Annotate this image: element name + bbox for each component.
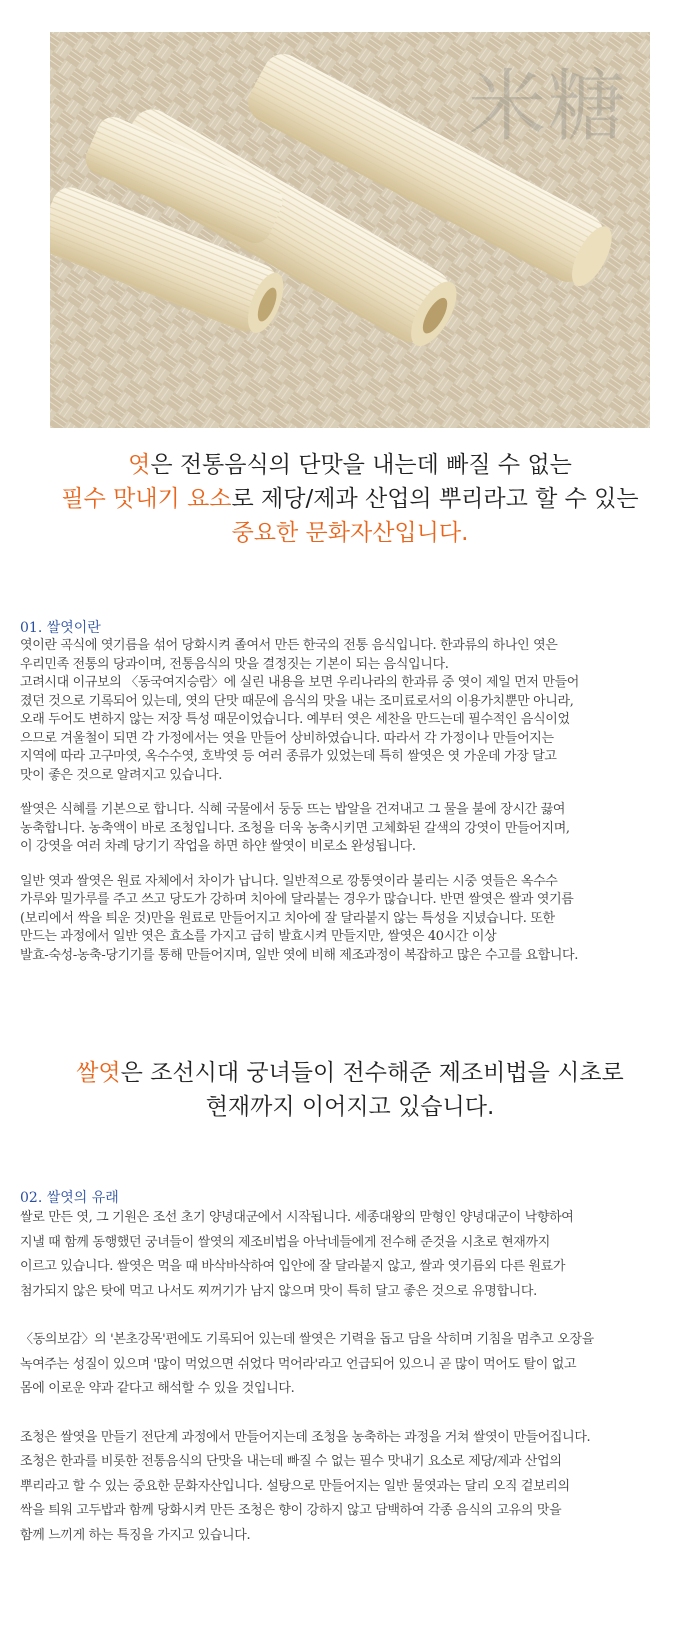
headline-accent: 엿 xyxy=(128,452,151,478)
mid-headline xyxy=(0,1056,700,1124)
text-line: (보리에서 싹을 틔운 것)만을 원료로 만들어지고 치아에 잘 달라붙지 않는 특성을 지녔습니다. 또한 xyxy=(20,910,555,926)
text-line: 지낼 때 함께 동행했던 궁녀들이 쌀엿의 제조비법을 아낙네들에게 전수해 준것을 시초로 현재까지 xyxy=(20,1234,550,1250)
intro-headline xyxy=(0,448,700,550)
text-line: 고려시대 이규보의 〈동국여지승람〉에 실린 내용을 보면 우리나라의 한과류 중 엿이 제일 먼저 만들어 xyxy=(20,675,580,690)
text-line: 뿌리라고 할 수 있는 중요한 문화자산입니다. 설탕으로 만들어지는 일반 물엿과는 달리 오직 겉보리의 xyxy=(20,1478,570,1494)
paragraph xyxy=(20,1426,692,1549)
headline-line-2 xyxy=(0,482,700,516)
text-line: 일반 엿과 쌀엿은 원료 자체에서 차이가 납니다. 일반적으로 깡통엿이라 불리는 시중 엿들은 옥수수 xyxy=(20,873,558,889)
text-line: 첨가되지 않은 탓에 먹고 나서도 찌꺼기가 남지 않으며 맛이 특히 달고 좋은 것으로 유명합니다. xyxy=(20,1283,537,1299)
text-line: 만드는 과정에서 일반 엿은 효소를 가지고 급히 발효시켜 만들지만, 쌀엿은 40시간 이상 xyxy=(20,929,497,944)
section-title-1: 01. 쌀엿이란 xyxy=(20,620,101,636)
text-line: 이 강엿을 여러 차례 당기기 작업을 하면 하얀 쌀엿이 비로소 완성됩니다. xyxy=(20,839,416,854)
text-line: 몸에 이로운 약과 같다고 해석할 수 있을 것입니다. xyxy=(20,1381,295,1396)
paragraph xyxy=(20,1328,692,1402)
section-1-body xyxy=(20,637,692,981)
text-line: 쌀로 만든 엿, 그 기원은 조선 초기 양녕대군에서 시작됩니다. 세종대왕의 맏형인 양녕대군이 낙향하여 xyxy=(20,1210,574,1225)
text-line: 조청은 쌀엿을 만들기 전단계 과정에서 만들어지는데 조청을 농축하는 과정을 거쳐 쌀엿이 만들어집니다. xyxy=(20,1429,591,1445)
text-line: 졌던 것으로 기록되어 있는데, 엿의 단맛 때문에 음식의 맛을 내는 조미료로서의 이용가치뿐만 아니라, xyxy=(20,693,574,709)
text-line: 지역에 따라 고구마엿, 옥수수엿, 호박엿 등 여러 종류가 있었는데 특히 쌀엿은 엿 가운데 가장 달고 xyxy=(20,749,557,764)
text-line: 오래 두어도 변하지 않는 저장 특성 때문이었습니다. 예부터 엿은 세찬을 만드는데 필수적인 음식이었 xyxy=(20,712,570,727)
text-line: 〈동의보감〉의 '본초강목'편에도 기록되어 있는데 쌀엿은 기력을 돕고 담을 삭히며 기침을 멈추고 오장을 xyxy=(20,1332,594,1347)
headline-line-3 xyxy=(0,516,700,550)
text-line: 조청은 한과를 비롯한 전통음식의 단맛을 내는데 빠질 수 없는 필수 맛내기 요소로 제당/제과 산업의 xyxy=(20,1454,562,1469)
paragraph xyxy=(20,801,692,857)
headline-text: 로 제당/제과 산업의 뿌리라고 할 수 있는 xyxy=(231,486,639,512)
watermark-text: 米糖 xyxy=(467,62,628,152)
text-line: 엿이란 곡식에 엿기름을 섞어 당화시켜 졸여서 만든 한국의 전통 음식입니다. 한과류의 하나인 엿은 xyxy=(20,638,558,653)
section-2-body xyxy=(20,1206,692,1572)
headline-line-1 xyxy=(0,1056,700,1090)
text-line: 녹여주는 성질이 있으며 '많이 먹었으면 쉬었다 먹어라'라고 언급되어 있으니 곧 많이 먹어도 탈이 없고 xyxy=(20,1356,577,1372)
paragraph xyxy=(20,1206,692,1304)
headline-accent: 쌀엿 xyxy=(76,1060,121,1086)
text-line: 발효-숙성-농축-당기기를 통해 만들어지며, 일반 엿에 비해 제조과정이 복잡하고 많은 수고를 요합니다. xyxy=(20,947,579,963)
text-line: 농축합니다. 농축액이 바로 조청입니다. 조청을 더욱 농축시키면 고체화된 갈색의 강엿이 만들어지며, xyxy=(20,820,570,836)
headline-text: 은 조선시대 궁녀들이 전수해준 제조비법을 시초로 xyxy=(120,1060,624,1086)
headline-accent: 중요한 문화자산입니다. xyxy=(231,520,469,546)
text-line: 으므로 겨울철이 되면 각 가정에서는 엿을 만들어 상비하였습니다. 따라서 각 가정이나 만들어지는 xyxy=(20,730,554,746)
headline-line-1 xyxy=(0,448,700,482)
headline-line-2: 현재까지 이어지고 있습니다. xyxy=(205,1094,495,1120)
text-line: 함께 느끼게 하는 특징을 가지고 있습니다. xyxy=(20,1527,251,1543)
text-line: 가루와 밀가루를 주고 쓰고 당도가 강하며 치아에 달라붙는 경우가 많습니다. 반면 쌀엿은 쌀과 엿기름 xyxy=(20,892,574,907)
text-line: 쌀엿은 식혜를 기본으로 합니다. 식혜 국물에서 둥둥 뜨는 밥알을 건져내고 그 물을 불에 장시간 끓여 xyxy=(20,802,566,817)
section-title-2: 02. 쌀엿의 유래 xyxy=(20,1190,119,1206)
hero-image xyxy=(50,32,650,428)
headline-accent: 필수 맛내기 요소 xyxy=(61,486,232,512)
paragraph xyxy=(20,637,692,785)
text-line: 맛이 좋은 것으로 알려지고 있습니다. xyxy=(20,767,223,783)
paragraph xyxy=(20,873,692,966)
text-line: 우리민족 전통의 당과이며, 전통음식의 맛을 결정짓는 기본이 되는 음식입니다. xyxy=(20,656,449,672)
text-line: 이르고 있습니다. 쌀엿은 먹을 때 바삭바삭하여 입안에 잘 달라붙지 않고, 쌀과 엿기름외 다른 원료가 xyxy=(20,1259,566,1274)
headline-text: 은 전통음식의 단맛을 내는데 빠질 수 없는 xyxy=(150,452,572,478)
text-line: 싹을 틔워 고두밥과 함께 당화시켜 만든 조청은 향이 강하지 않고 담백하여 각종 음식의 고유의 맛을 xyxy=(20,1503,562,1518)
